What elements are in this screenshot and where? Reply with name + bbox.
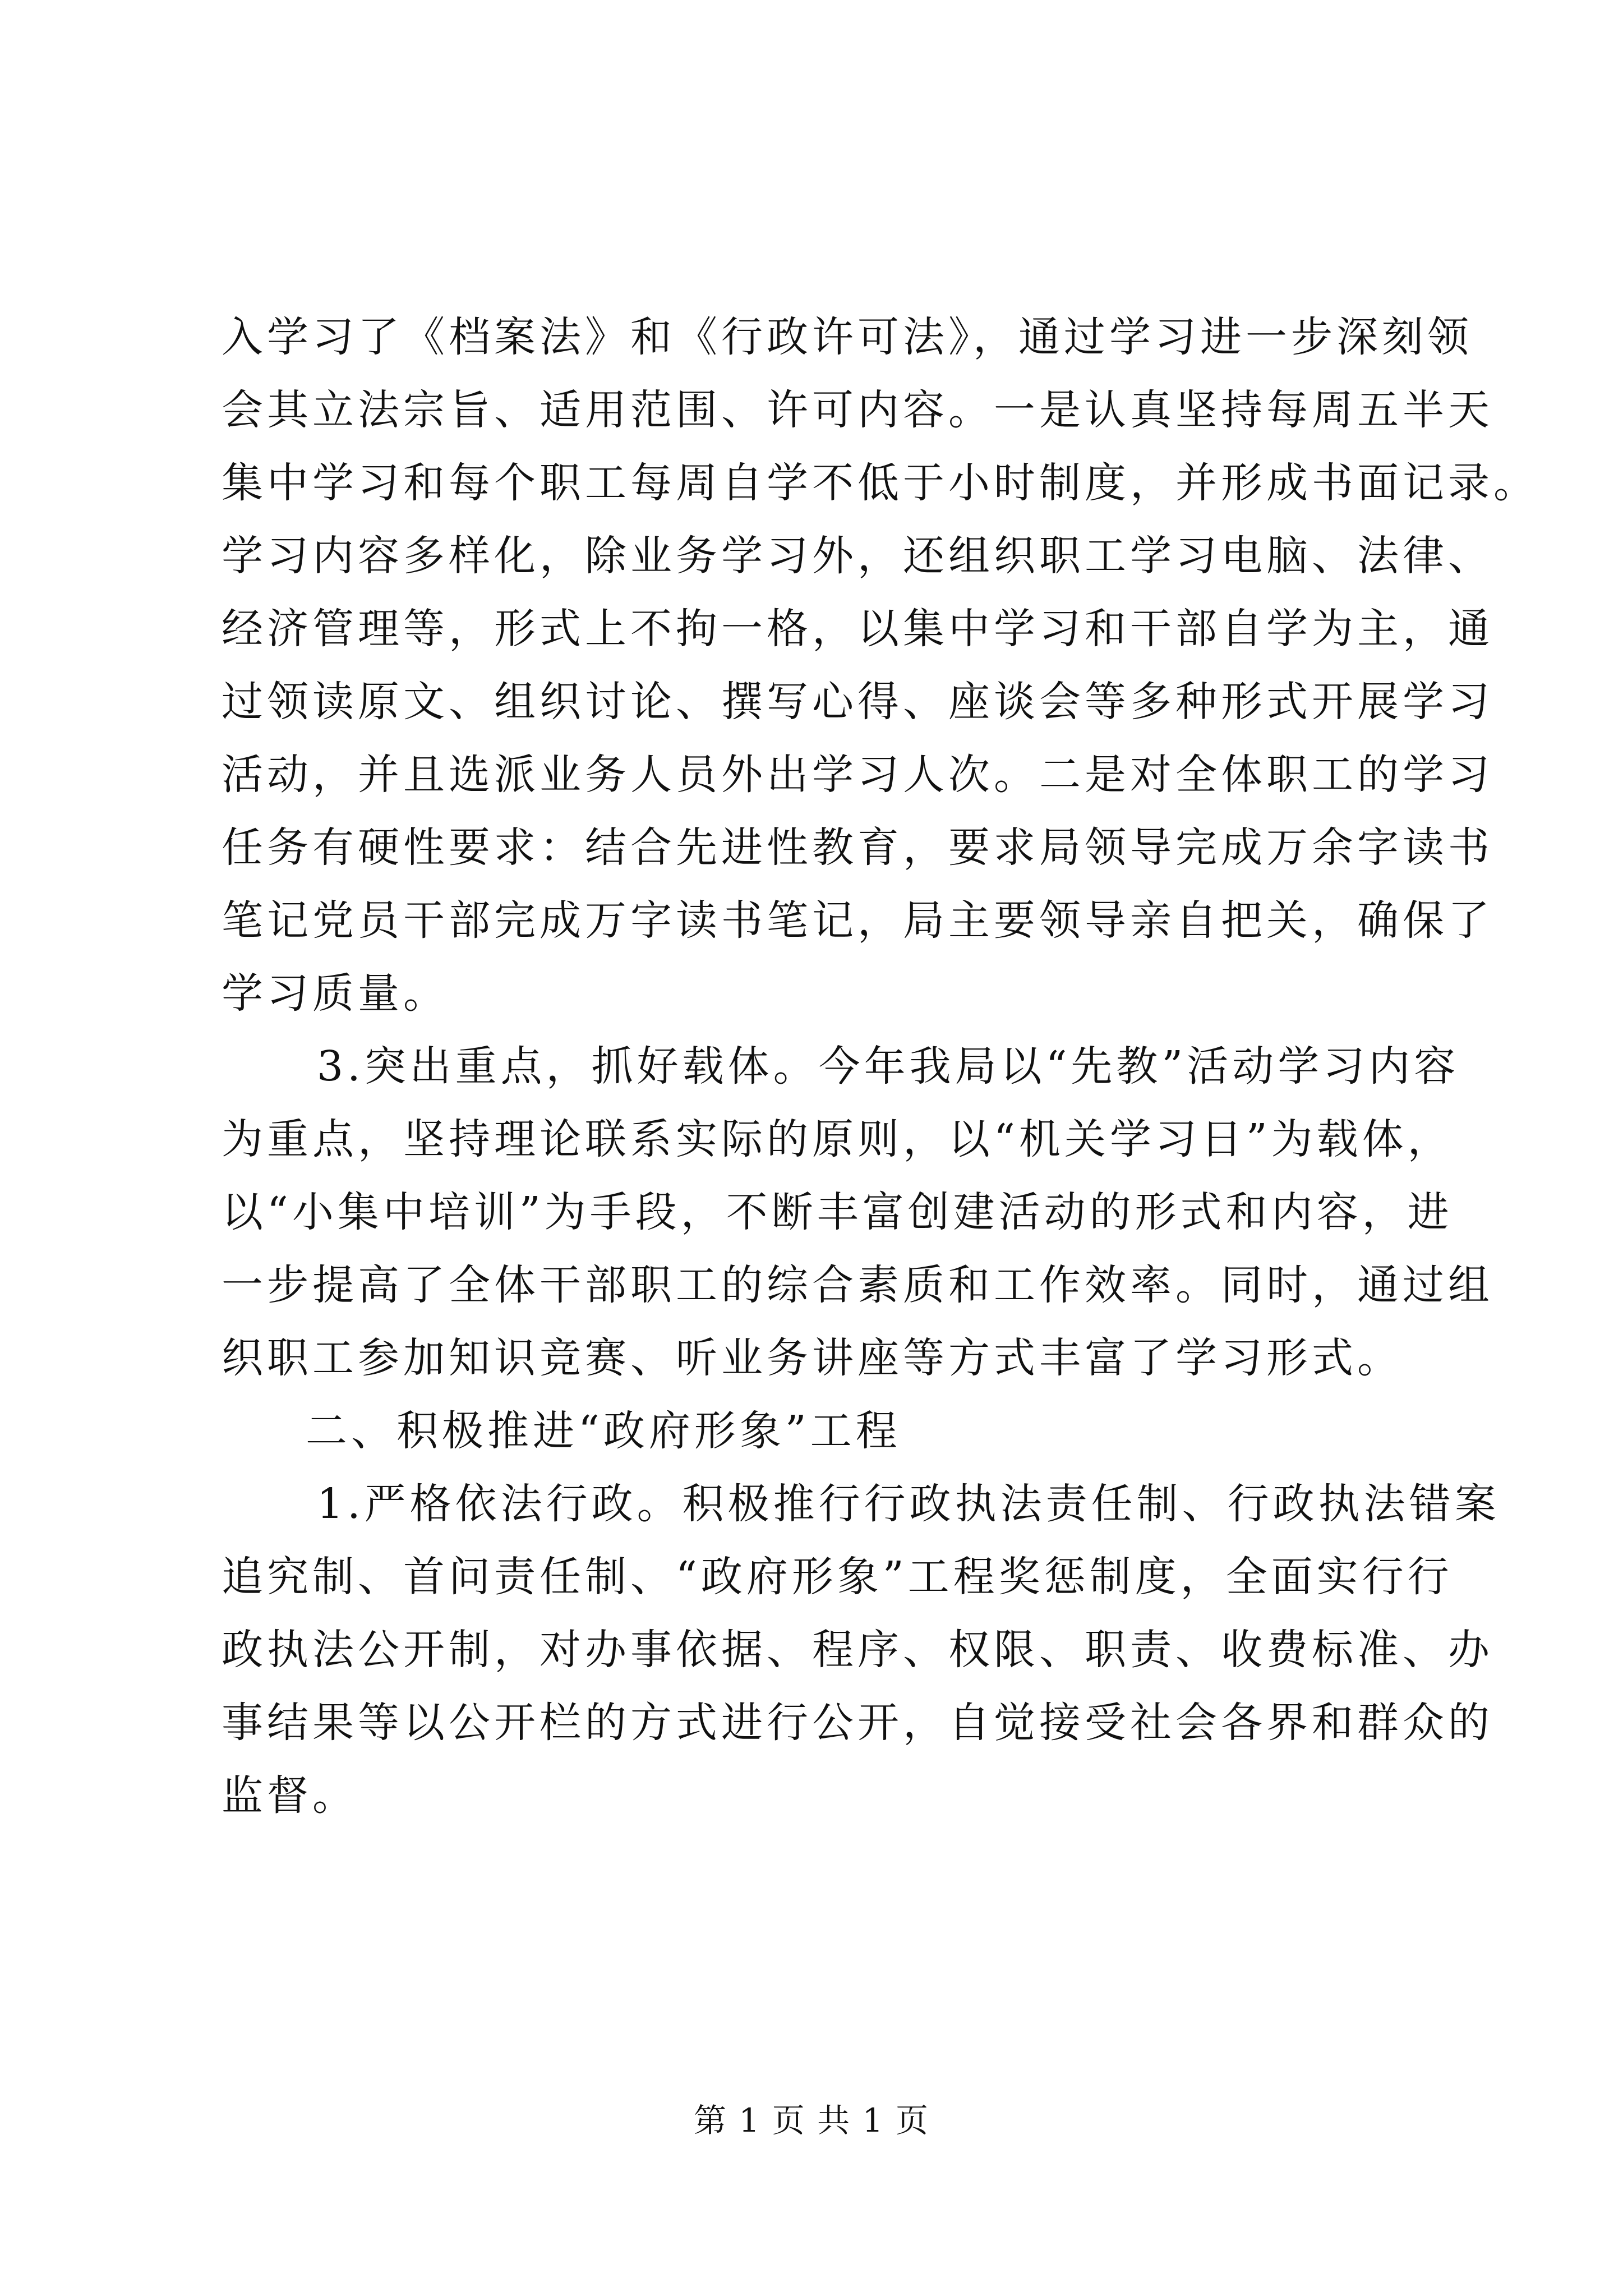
body-line: 以“小集中培训”为手段，不断丰富创建活动的形式和内容，进 xyxy=(222,1188,1453,1236)
body-line: 追究制、首问责任制、“政府形象”工程奖惩制度，全面实行行 xyxy=(222,1553,1453,1601)
body-line: 学习内容多样化，除业务学习外，还组织职工学习电脑、法律、 xyxy=(222,532,1493,580)
body-line: 会其立法宗旨、适用范围、许可内容。一是认真坚持每周五半天 xyxy=(222,386,1493,434)
body-line: 学习质量。 xyxy=(222,969,449,1018)
body-line: 一步提高了全体干部职工的综合素质和工作效率。同时，通过组 xyxy=(222,1261,1493,1309)
body-line: 监督。 xyxy=(222,1772,358,1820)
paragraph-start-line: 3.突出重点，抓好载体。今年我局以“先教”活动学习内容 xyxy=(317,1042,1460,1091)
paragraph-start-line: 1.严格依法行政。积极推行行政执法责任制、行政执法错案 xyxy=(317,1480,1500,1528)
page-footer: 第 1 页 共 1 页 xyxy=(694,2101,929,2139)
body-line: 活动，并且选派业务人员外出学习人次。二是对全体职工的学习 xyxy=(222,751,1493,799)
body-line: 事结果等以公开栏的方式进行公开，自觉接受社会各界和群众的 xyxy=(222,1699,1493,1747)
body-line: 过领读原文、组织讨论、撰写心得、座谈会等多种形式开展学习 xyxy=(222,678,1493,726)
body-line: 经济管理等，形式上不拘一格，以集中学习和干部自学为主，通 xyxy=(222,605,1493,653)
body-line: 入学习了《档案法》和《行政许可法》，通过学习进一步深刻领 xyxy=(222,313,1473,361)
body-line: 政执法公开制，对办事依据、程序、权限、职责、收费标准、办 xyxy=(222,1626,1493,1674)
body-line: 集中学习和每个职工每周自学不低于小时制度，并形成书面记录。 xyxy=(222,459,1539,507)
section-heading: 二、积极推进“政府形象”工程 xyxy=(306,1407,901,1455)
body-line: 任务有硬性要求：结合先进性教育，要求局领导完成万余字读书 xyxy=(222,823,1493,872)
body-line: 为重点，坚持理论联系实际的原则，以“机关学习日”为载体， xyxy=(222,1115,1453,1163)
body-line: 笔记党员干部完成万字读书笔记，局主要领导亲自把关，确保了 xyxy=(222,896,1493,945)
body-line: 织职工参加知识竞赛、听业务讲座等方式丰富了学习形式。 xyxy=(222,1334,1403,1382)
